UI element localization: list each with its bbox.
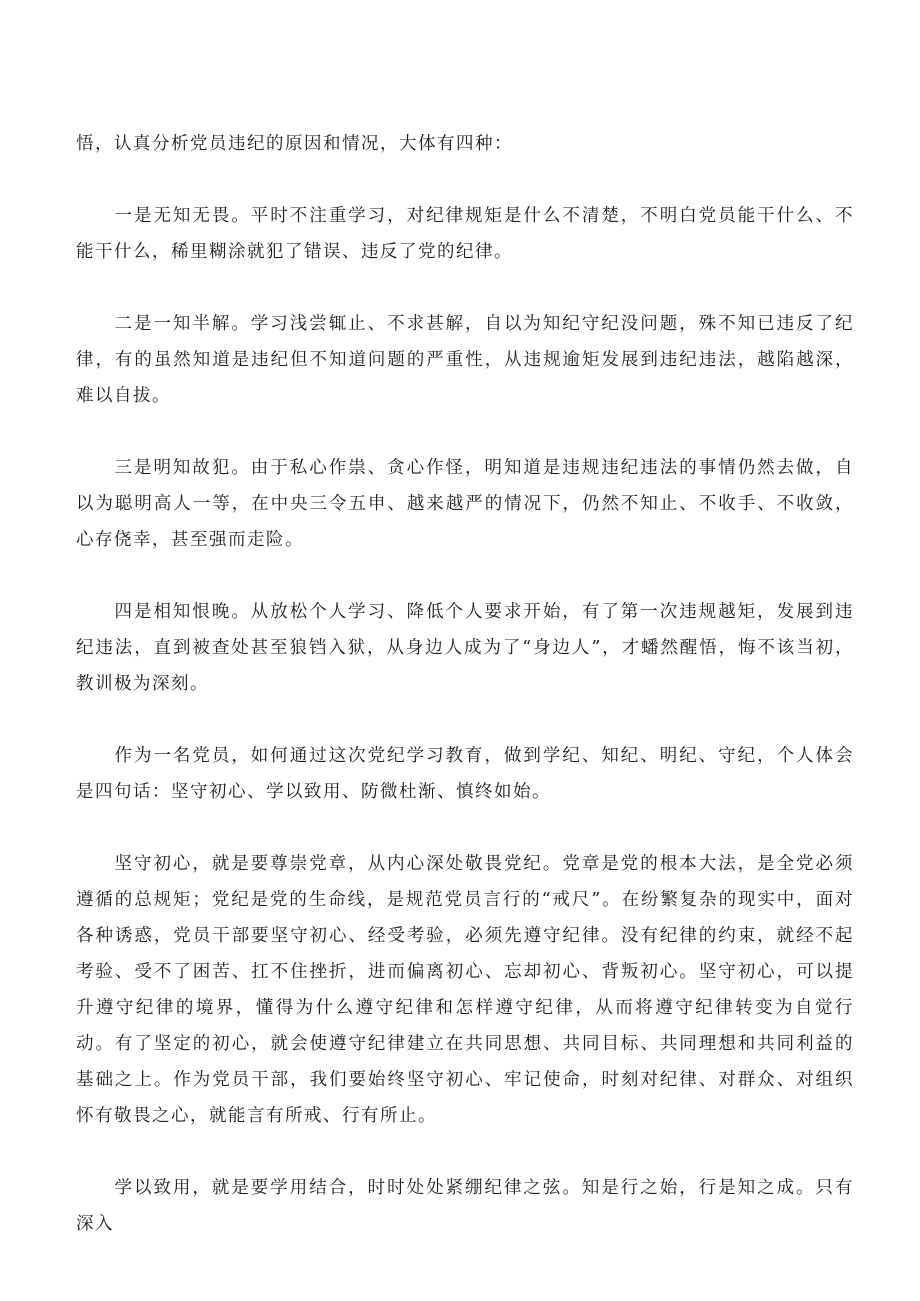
paragraph-reason-two: 二是一知半解。学习浅尝辄止、不求甚解，自以为知纪守纪没问题，殊不知已违反了纪律，有的虽然知道是违纪但不知道问题的严重性，从违规逾矩发展到违纪违法，越陷越深，难以自拔。 [76, 314, 854, 406]
paragraph-reason-three: 三是明知故犯。由于私心作祟、贪心作怪，明知道是违规违纪违法的事情仍然去做，自以为聪明高人一等，在中央三令五申、越来越严的情况下，仍然不知止、不收手、不收敛，心存侥幸，甚至强而走险。 [76, 458, 854, 550]
paragraph-apply-learning: 学以致用，就是要学用结合，时时处处紧绷纪律之弦。知是行之始，行是知之成。只有深入 [76, 1178, 854, 1234]
paragraph-keep-original-aspiration: 坚守初心，就是要尊崇党章，从内心深处敬畏党纪。党章是党的根本大法，是全党必须遵循的总规矩；党纪是党的生命线，是规范党员言行的“戒尺”。在纷繁复杂的现实中，面对各种诱惑，党员干部要坚守初心、经受考验，必须先遵守纪律。没有纪律的约束，就经不起考验、受不了困苦、扛不住挫折，进而偏离初心、忘却初心、背叛初心。坚守初心，可以提升遵守纪律的境界，懂得为什么遵守纪律和怎样遵守纪律，从而将遵守纪律转变为自觉行动。有了坚定的初心，就会使遵守纪律建立在共同思想、共同目标、共同理想和共同利益的基础之上。作为党员干部，我们要始终坚守初心、牢记使命，时刻对纪律、对群众、对组织怀有敬畏之心，就能言有所戒、行有所止。 [76, 854, 854, 1126]
paragraph-reason-four: 四是相知恨晚。从放松个人学习、降低个人要求开始，有了第一次违规越矩，发展到违纪违法，直到被查处甚至狼铛入狱，从身边人成为了“身边人”，才蟠然醒悟，悔不该当初，教训极为深刻。 [76, 602, 854, 694]
paragraph-four-phrases: 作为一名党员，如何通过这次党纪学习教育，做到学纪、知纪、明纪、守纪，个人体会是四句话：坚守初心、学以致用、防微杜渐、慎终如始。 [76, 746, 854, 802]
paragraph-continuation: 悟，认真分析党员违纪的原因和情况，大体有四种： [76, 134, 513, 154]
paragraph-reason-one: 一是无知无畏。平时不注重学习，对纪律规矩是什么不清楚，不明白党员能干什么、不能干什么，稀里糊涂就犯了错误、违反了党的纪律。 [76, 206, 854, 262]
document-page [76, 126, 854, 1242]
